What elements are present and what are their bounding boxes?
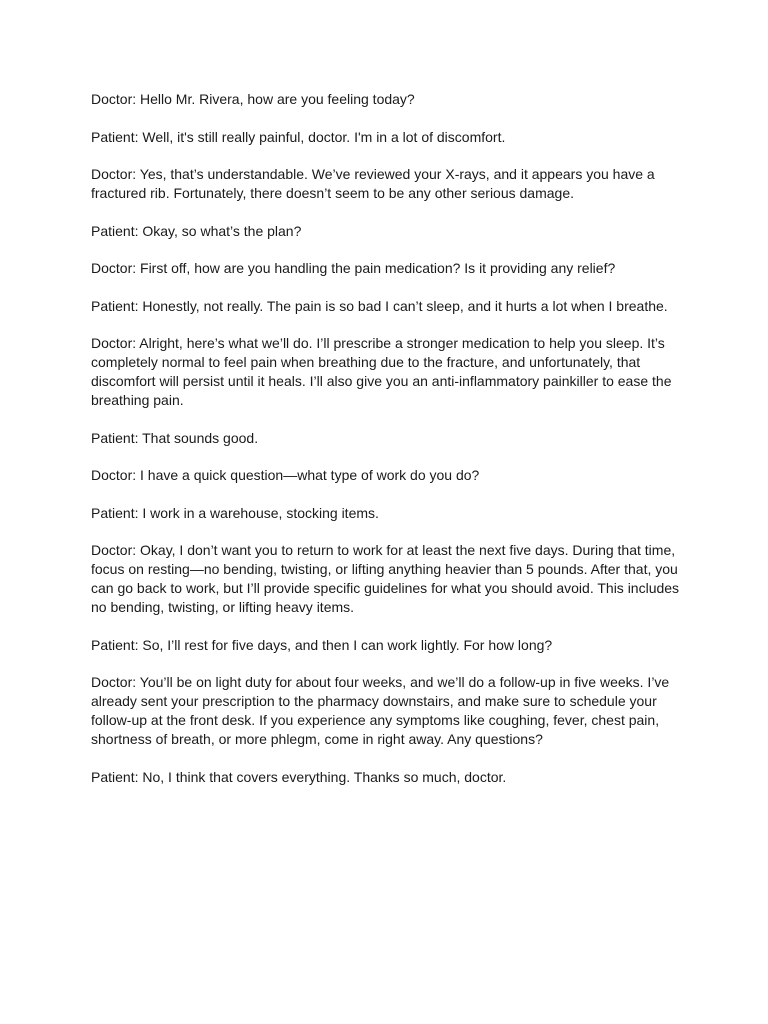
doctor-line: Doctor: Yes, that’s understandable. We’ve reviewed your X-rays, and it appears you have a fractured rib. Fortunately, there doesn’t seem to be any other serious damage. — [91, 166, 655, 201]
patient-line: Patient: I work in a warehouse, stocking items. — [91, 504, 379, 521]
patient-line: Patient: So, I’ll rest for five days, and then I can work lightly. For how long? — [91, 636, 553, 653]
patient-line: Patient: Honestly, not really. The pain is so bad I can’t sleep, and it hurts a lot when I breathe. — [91, 297, 668, 314]
patient-line: Patient: That sounds good. — [91, 429, 259, 446]
dialogue-transcript — [91, 90, 681, 805]
doctor-line: Doctor: Hello Mr. Rivera, how are you feeling today? — [91, 91, 415, 107]
doctor-line: Doctor: Alright, here’s what we’ll do. I’ll prescribe a stronger medication to help you sleep. It’s completely normal to feel pain when breathing due to the fracture, and unfortunately, that discomfort will persist until it heals. I’ll also give you an anti-inflammatory painkiller to ease the breathing pain. — [91, 335, 672, 408]
patient-line: Patient: Well, it's still really painful, doctor. I'm in a lot of discomfort. — [91, 128, 506, 145]
patient-line: Patient: No, I think that covers everything. Thanks so much, doctor. — [91, 768, 507, 785]
doctor-line: Doctor: First off, how are you handling the pain medication? Is it providing any relief? — [91, 260, 616, 276]
doctor-line: Doctor: Okay, I don’t want you to return to work for at least the next five days. During that time, focus on resting—no bending, twisting, or lifting anything heavier than 5 pounds. After that, you can go back to work, but I’ll provide specific guidelines for what you should avoid. This includes no bending, twisting, or lifting heavy items. — [91, 542, 680, 615]
patient-line: Patient: Okay, so what’s the plan? — [91, 222, 302, 239]
doctor-line: Doctor: I have a quick question—what type of work do you do? — [91, 467, 480, 483]
doctor-line: Doctor: You’ll be on light duty for about four weeks, and we’ll do a follow-up in five weeks. I’ve already sent your prescription to the pharmacy downstairs, and make sure to schedule your follow-up at the front desk. If you experience any symptoms like coughing, fever, chest pain, shortness of breath, or more phlegm, come in right away. Any questions? — [91, 674, 670, 747]
